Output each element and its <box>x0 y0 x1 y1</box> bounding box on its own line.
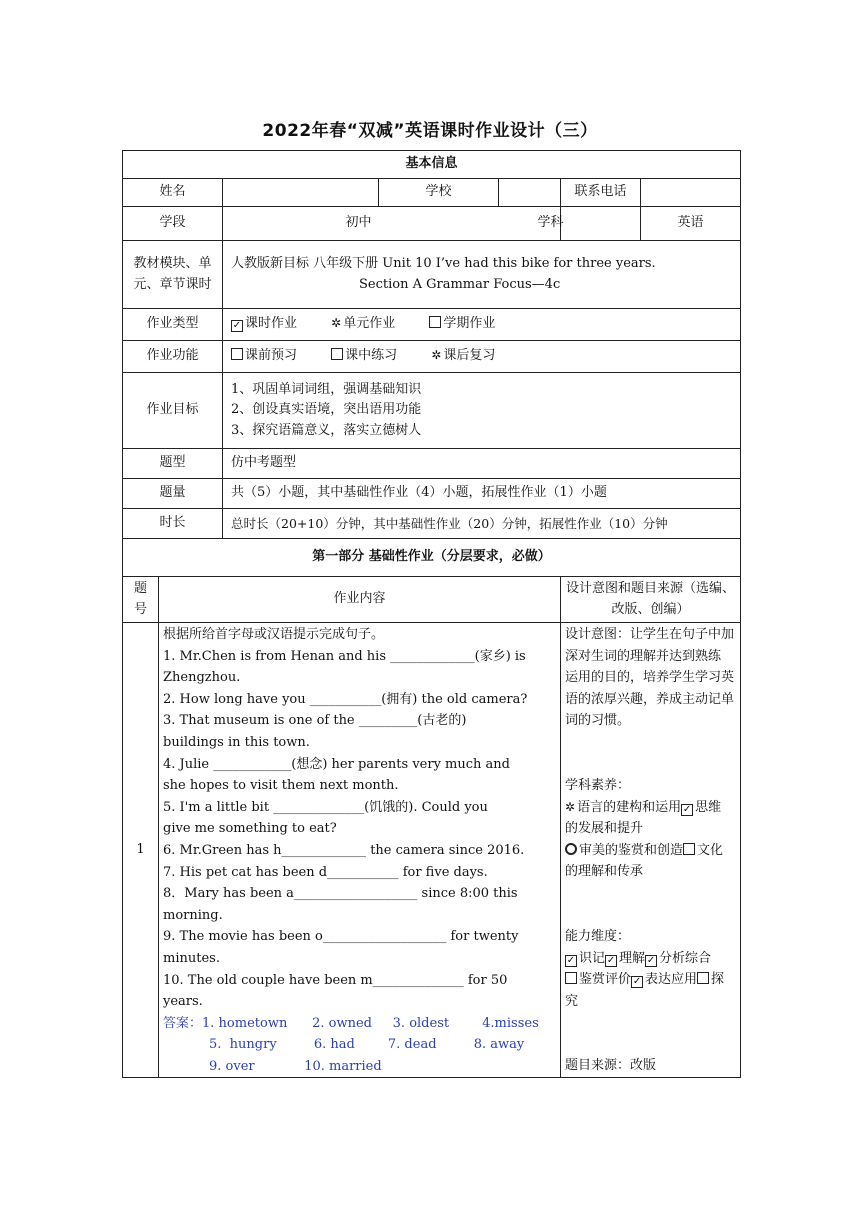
qtype-value: 仿中考题型 <box>223 449 741 479</box>
qcount-value: 共（5）小题，其中基础性作业（4）小题，拓展性作业（1）小题 <box>223 479 741 509</box>
question-line: minutes. <box>163 950 220 966</box>
col-number-header: 题 号 <box>123 577 159 623</box>
question-line: give me something to eat? <box>163 821 337 837</box>
answer-line: 9. over 10. married <box>209 1058 382 1074</box>
literacy-line: 审美的鉴赏和创造 文化 <box>565 840 736 862</box>
phone-label: 联系电话 <box>561 179 641 207</box>
goal-item: 1、巩固单词词组，强调基础知识 <box>231 382 422 398</box>
design-intent-line: 运用的目的，培养学生学习英 <box>565 670 735 686</box>
time-value: 总时长（20+10）分钟，其中基础性作业（20）分钟，拓展性作业（10）分钟 <box>223 509 741 539</box>
checked-box-icon: ✓ <box>682 803 692 815</box>
question-line: years. <box>163 994 203 1010</box>
gear-icon: ✲ <box>431 348 442 363</box>
question-instruction: 根据所给首字母或汉语提示完成句子。 <box>163 627 385 642</box>
design-intent-line: 语的浓厚兴趣，养成主动记单 <box>565 691 735 707</box>
question-line: 10. The old couple have been m______________ for 50 <box>163 972 508 988</box>
name-field[interactable] <box>223 179 379 207</box>
question-source: 题目来源：改版 <box>565 1058 657 1074</box>
answer-line: 5. hungry 6. had 7. dead 8. away <box>209 1037 525 1053</box>
type-label: 作业类型 <box>123 309 223 341</box>
question-line: Zhengzhou. <box>163 670 241 686</box>
func-option-practice[interactable]: 课中练习 <box>331 348 397 363</box>
checked-box-icon: ✓ <box>232 320 242 332</box>
gear-icon: ✲ <box>565 799 576 814</box>
question-line: 7. His pet cat has been d___________ for five days. <box>163 864 488 880</box>
function-label: 作业功能 <box>123 341 223 373</box>
answer-line: 答案：1. hometown 2. owned 3. oldest 4.misses <box>163 1015 539 1031</box>
module-value <box>223 241 741 309</box>
col-content-header: 作业内容 <box>159 577 561 623</box>
gear-icon: ✲ <box>331 316 342 331</box>
empty-box-icon <box>231 348 243 360</box>
goal-item: 2、创设真实语境，突出语用功能 <box>231 402 422 418</box>
question-number: 1 <box>123 623 159 1078</box>
basic-info-header: 基本信息 <box>123 151 741 179</box>
time-label: 时长 <box>123 509 223 539</box>
qcount-label: 题量 <box>123 479 223 509</box>
literacy-line: ✲ 语言的建构和运用 ✓ 思维 <box>565 799 722 815</box>
design-intent-line: 深对生词的理解并达到熟练 <box>565 648 722 664</box>
type-option-lesson[interactable]: ✓ 课时作业 <box>232 316 298 332</box>
type-option-term[interactable]: 学期作业 <box>429 316 495 331</box>
design-intent-line: 设计意图：让学生在句子中加 <box>565 627 735 642</box>
question-line: buildings in this town. <box>163 734 310 750</box>
empty-box-icon <box>429 316 441 328</box>
module-line-1: 人教版新目标 八年级下册 Unit 10 I’ve had this bike for three years. <box>231 256 656 272</box>
goal-list <box>223 373 741 449</box>
empty-box-icon <box>565 972 577 984</box>
goal-item: 3、探究语篇意义，落实立德树人 <box>231 422 422 438</box>
question-content <box>159 623 561 1078</box>
empty-box-icon <box>697 972 709 984</box>
empty-box-icon <box>331 348 343 360</box>
question-line: 4. Julie ____________(想念) her parents very much and <box>163 756 510 772</box>
question-line: morning. <box>163 907 223 923</box>
design-intent-line: 词的习惯。 <box>565 713 631 729</box>
ability-line: 究 <box>565 993 579 1009</box>
question-line: 6. Mr.Green has h_____________ the camera since 2016. <box>163 842 525 858</box>
ability-title: 能力维度： <box>565 928 631 944</box>
question-line: she hopes to visit them next month. <box>163 778 399 794</box>
question-line: 5. I'm a little bit ______________(饥饿的). Could you <box>163 799 488 815</box>
type-option-unit[interactable]: ✲ 单元作业 <box>331 316 396 332</box>
subject-value: 英语 <box>641 207 741 241</box>
question-line: 1. Mr.Chen is from Henan and his _____________(家乡) is <box>163 648 526 664</box>
stage-label: 学段 <box>123 207 223 241</box>
module-label: 教材模块、单 元、章节课时 <box>123 241 223 309</box>
module-line-2: Section A Grammar Focus—4c <box>359 276 561 292</box>
school-label: 学校 <box>379 179 499 207</box>
type-options <box>223 309 741 341</box>
checked-box-icon: ✓ <box>606 954 616 966</box>
col-design-header: 设计意图和题目来源（选编、 改版、创编） <box>561 577 741 623</box>
goal-label: 作业目标 <box>123 373 223 449</box>
literacy-title: 学科素养： <box>565 777 631 793</box>
document-title: 2022年春“双减”英语课时作业设计（三） <box>262 121 598 141</box>
func-option-preview[interactable]: 课前预习 <box>231 348 297 363</box>
phone-field[interactable] <box>641 179 741 207</box>
stage-value: 初中 <box>223 207 561 241</box>
homework-table <box>122 150 741 1078</box>
func-option-review[interactable]: ✲ 课后复习 <box>431 348 496 364</box>
checked-box-icon: ✓ <box>646 954 656 966</box>
question-line: 8．Mary has been a___________________ since 8:00 this <box>163 886 518 902</box>
school-field[interactable] <box>499 179 561 207</box>
name-label: 姓名 <box>123 179 223 207</box>
ability-line: 鉴赏评价 ✓ 表达应用 探 <box>565 969 736 991</box>
ability-line: ✓ 识记 ✓ 理解 ✓ 分析综合 <box>566 950 712 966</box>
checked-box-icon: ✓ <box>566 954 576 966</box>
part1-header: 第一部分 基础性作业（分层要求，必做） <box>123 539 741 577</box>
design-notes <box>561 623 741 1078</box>
question-line: 9. The movie has been o___________________ for twenty <box>163 929 519 945</box>
bullet-circle-icon <box>565 843 577 855</box>
question-line: 2. How long have you ___________(拥有) the old camera? <box>163 691 528 707</box>
checked-box-icon: ✓ <box>632 976 642 988</box>
qtype-label: 题型 <box>123 449 223 479</box>
empty-box-icon <box>683 843 695 855</box>
literacy-line: 的发展和提升 <box>565 821 644 837</box>
subject-label: 学科 <box>511 207 591 241</box>
literacy-line: 的理解和传承 <box>565 864 644 880</box>
function-options <box>223 341 741 373</box>
question-line: 3. That museum is one of the _________(古老的) <box>163 713 467 729</box>
